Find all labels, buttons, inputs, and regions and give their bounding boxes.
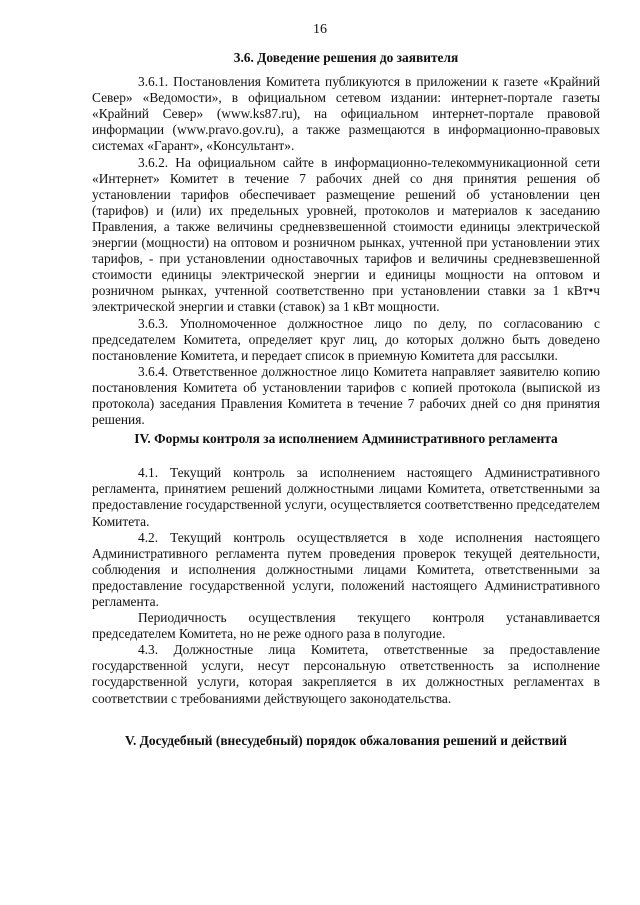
section-4-heading: IV. Формы контроля за исполнением Административного регламента	[134, 431, 558, 447]
page-number: 16	[313, 22, 327, 37]
paragraph-3-6-2: 3.6.2. На официальном сайте в информационно-телекоммуникационной сети «Интернет» Комитет в течение 7 рабочих дней со дня принятия решения об установлении тарифов обеспечивает размещение решений об установлении цен (тарифов) и (или) их предельных уровней, протоколов и материалов к заседанию Правления, а также величины средневзвешенной стоимости единицы электрической энергии (мощности) на оптовом и розничном рынках, учтенной при установлении этих тарифов, - при установлении одноставочных тарифов и величины средневзвешенной стоимости единицы электрической энергии и единицы мощности на оптовом и розничном рынках, учтенной соответственно при установлении ставки за 1 кВт•ч электрической энергии и ставки (ставок) за 1 кВт мощности.	[92, 154, 600, 315]
paragraph-4-3: 4.3. Должностные лица Комитета, ответственные за предоставление государственной услуги, несут персональную ответственность за исполнение государственной услуги, которая закрепляется в их должностных регламентах в соответствии с требованиями действующего законодательства.	[92, 642, 600, 706]
paragraph-3-6-1: 3.6.1. Постановления Комитета публикуются в приложении к газете «Крайний Север» «Ведомости», в официальном сетевом издании: интернет-портале газеты «Крайний Север» (www.ks87.ru), на официальном интернет-портале правовой информации (www.pravo.gov.ru), а также размещаются в информационно-правовых системах «Гарант», «Консультант».	[92, 74, 600, 154]
paragraph-4-1: 4.1. Текущий контроль за исполнением настоящего Административного регламента, принятием решений должностными лицами Комитета, ответственными за предоставление государственной услуги, осуществляется соответственно председателем Комитета.	[92, 465, 600, 529]
section-3-6-heading: 3.6. Доведение решения до заявителя	[233, 50, 459, 65]
paragraph-4-2: 4.2. Текущий контроль осуществляется в ходе исполнения настоящего Административного регламента путем проведения проверок текущей деятельности, соблюдения и исполнения должностными лицами Комитета, ответственными за предоставление государственной услуги, положений настоящего Административного регламента.	[92, 529, 600, 609]
paragraph-3-6-4: 3.6.4. Ответственное должностное лицо Комитета направляет заявителю копию постановления Комитета об установлении тарифов с копией протокола (выпиской из протокола) заседания Правления Комитета в течение 7 рабочих дней со дня принятия решения.	[92, 363, 600, 428]
page-content	[92, 50, 600, 749]
paragraph-4-2-periodicity: Периодичность осуществления текущего контроля устанавливается председателем Комитета, но не реже одного раза в полугодие.	[92, 610, 600, 642]
paragraph-3-6-3: 3.6.3. Уполномоченное должностное лицо по делу, по согласованию с председателем Комитета, определяет круг лиц, до которых должно быть доведено постановление Комитета, и передает список в приемную Комитета для рассылки.	[92, 315, 600, 363]
section-5-heading: V. Досудебный (внесудебный) порядок обжалования решений и действий	[125, 732, 567, 748]
